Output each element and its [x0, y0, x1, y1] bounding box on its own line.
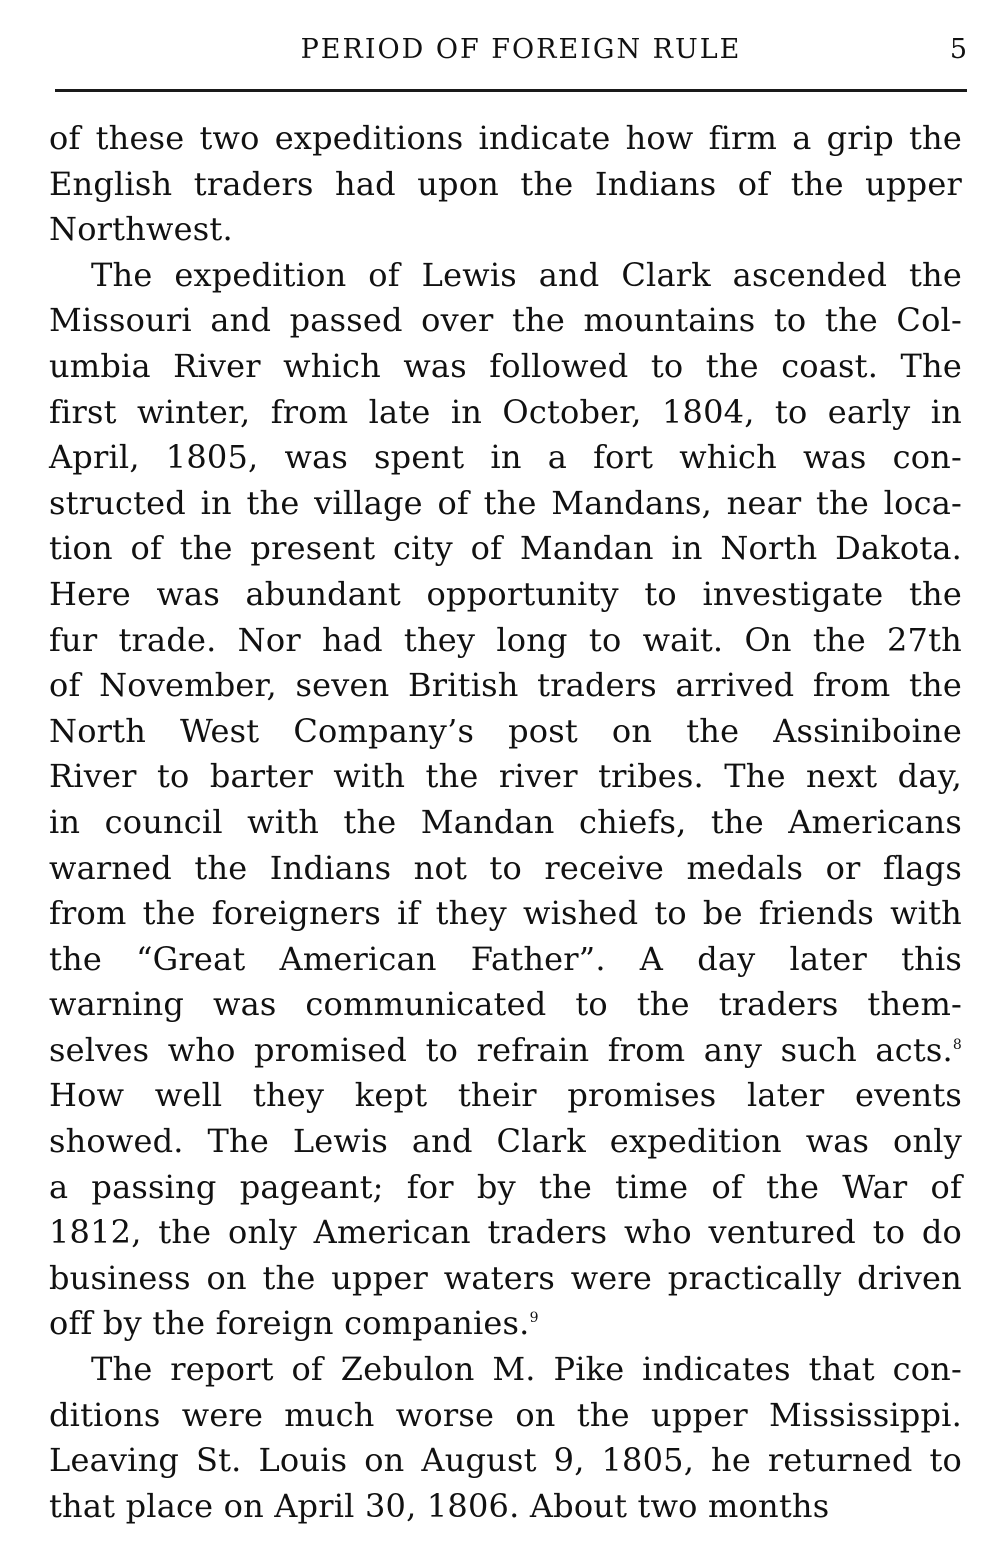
- line-text: tion of the present city of Mandan in North Dakota.: [49, 529, 962, 568]
- text-line: [49, 618, 962, 664]
- line-text: Here was abundant opportunity to investigate the: [49, 574, 962, 613]
- line-text: showed. The Lewis and Clark expedition was only: [49, 1122, 962, 1161]
- line-text: a passing pageant; for by the time of the War of: [49, 1167, 962, 1206]
- text-line: [49, 116, 962, 162]
- text-line: [49, 1393, 962, 1439]
- line-text: first winter, from late in October, 1804, to early in: [49, 392, 962, 431]
- text-line: [49, 526, 962, 572]
- line-text: business on the upper waters were practically driven: [49, 1258, 962, 1297]
- line-text: Missouri and passed over the mountains to the Col-: [49, 301, 962, 340]
- text-line: [49, 1210, 962, 1256]
- line-text: How well they kept their promises later events: [49, 1076, 962, 1115]
- text-line: [49, 1484, 962, 1530]
- line-text: structed in the village of the Mandans, near the loca-: [49, 483, 962, 522]
- footnote-marker: 9: [529, 1310, 539, 1327]
- paragraph: [49, 116, 962, 253]
- text-line: [49, 1028, 962, 1074]
- text-line: [49, 754, 962, 800]
- line-text: ditions were much worse on the upper Mississippi.: [49, 1395, 962, 1434]
- text-line: [49, 207, 962, 253]
- text-line: [49, 1438, 962, 1484]
- line-text: from the foreigners if they wished to be friends with: [49, 894, 962, 933]
- text-line: [49, 663, 962, 709]
- text-line: [49, 162, 962, 208]
- text-line: [49, 1256, 962, 1302]
- text-line: [49, 1073, 962, 1119]
- line-text: warning was communicated to the traders them-: [49, 985, 962, 1024]
- line-text: The expedition of Lewis and Clark ascended the: [91, 255, 962, 294]
- line-text: Northwest.: [49, 210, 233, 249]
- line-text: the “Great American Father”. A day later this: [49, 939, 962, 978]
- footnote-marker: 8: [952, 1036, 962, 1053]
- text-line: [49, 390, 962, 436]
- text-line: [49, 344, 962, 390]
- text-line: [49, 982, 962, 1028]
- text-line: [49, 1301, 962, 1347]
- line-text: fur trade. Nor had they long to wait. On the 27th: [49, 620, 962, 659]
- text-line: [49, 1347, 962, 1393]
- line-text: in council with the Mandan chiefs, the Americans: [49, 802, 962, 841]
- page-number: 5: [949, 34, 967, 65]
- page-header: [55, 30, 967, 70]
- body-text: [49, 116, 962, 1529]
- text-line: [49, 846, 962, 892]
- running-head: PERIOD OF FOREIGN RULE: [300, 34, 742, 65]
- line-text: The report of Zebulon M. Pike indicates that con-: [91, 1350, 962, 1389]
- line-text: North West Company’s post on the Assiniboine: [49, 711, 962, 750]
- header-rule: [55, 89, 967, 92]
- line-text: Leaving St. Louis on August 9, 1805, he returned to: [49, 1441, 962, 1480]
- paragraph: [49, 253, 962, 1347]
- text-line: [49, 435, 962, 481]
- line-text: 1812, the only American traders who ventured to do: [49, 1213, 962, 1252]
- line-text: umbia River which was followed to the coast. The: [49, 346, 962, 385]
- text-line: [49, 1119, 962, 1165]
- text-line: [49, 253, 962, 299]
- text-line: [49, 937, 962, 983]
- text-line: [49, 1165, 962, 1211]
- text-line: [49, 709, 962, 755]
- text-line: [49, 298, 962, 344]
- text-line: [49, 800, 962, 846]
- text-line: [49, 481, 962, 527]
- line-text: English traders had upon the Indians of the upper: [49, 164, 962, 203]
- line-text: off by the foreign companies.: [49, 1304, 530, 1343]
- line-text: warned the Indians not to receive medals or flags: [49, 848, 962, 887]
- paragraph: [49, 1347, 962, 1529]
- line-text: April, 1805, was spent in a fort which was con-: [49, 438, 962, 477]
- line-text: of November, seven British traders arrived from the: [49, 666, 962, 705]
- text-line: [49, 572, 962, 618]
- line-text: River to barter with the river tribes. The next day,: [49, 757, 962, 796]
- text-line: [49, 891, 962, 937]
- line-text: that place on April 30, 1806. About two months: [49, 1486, 830, 1525]
- line-text: selves who promised to refrain from any such acts.: [49, 1030, 953, 1069]
- line-text: of these two expeditions indicate how firm a grip the: [49, 119, 962, 157]
